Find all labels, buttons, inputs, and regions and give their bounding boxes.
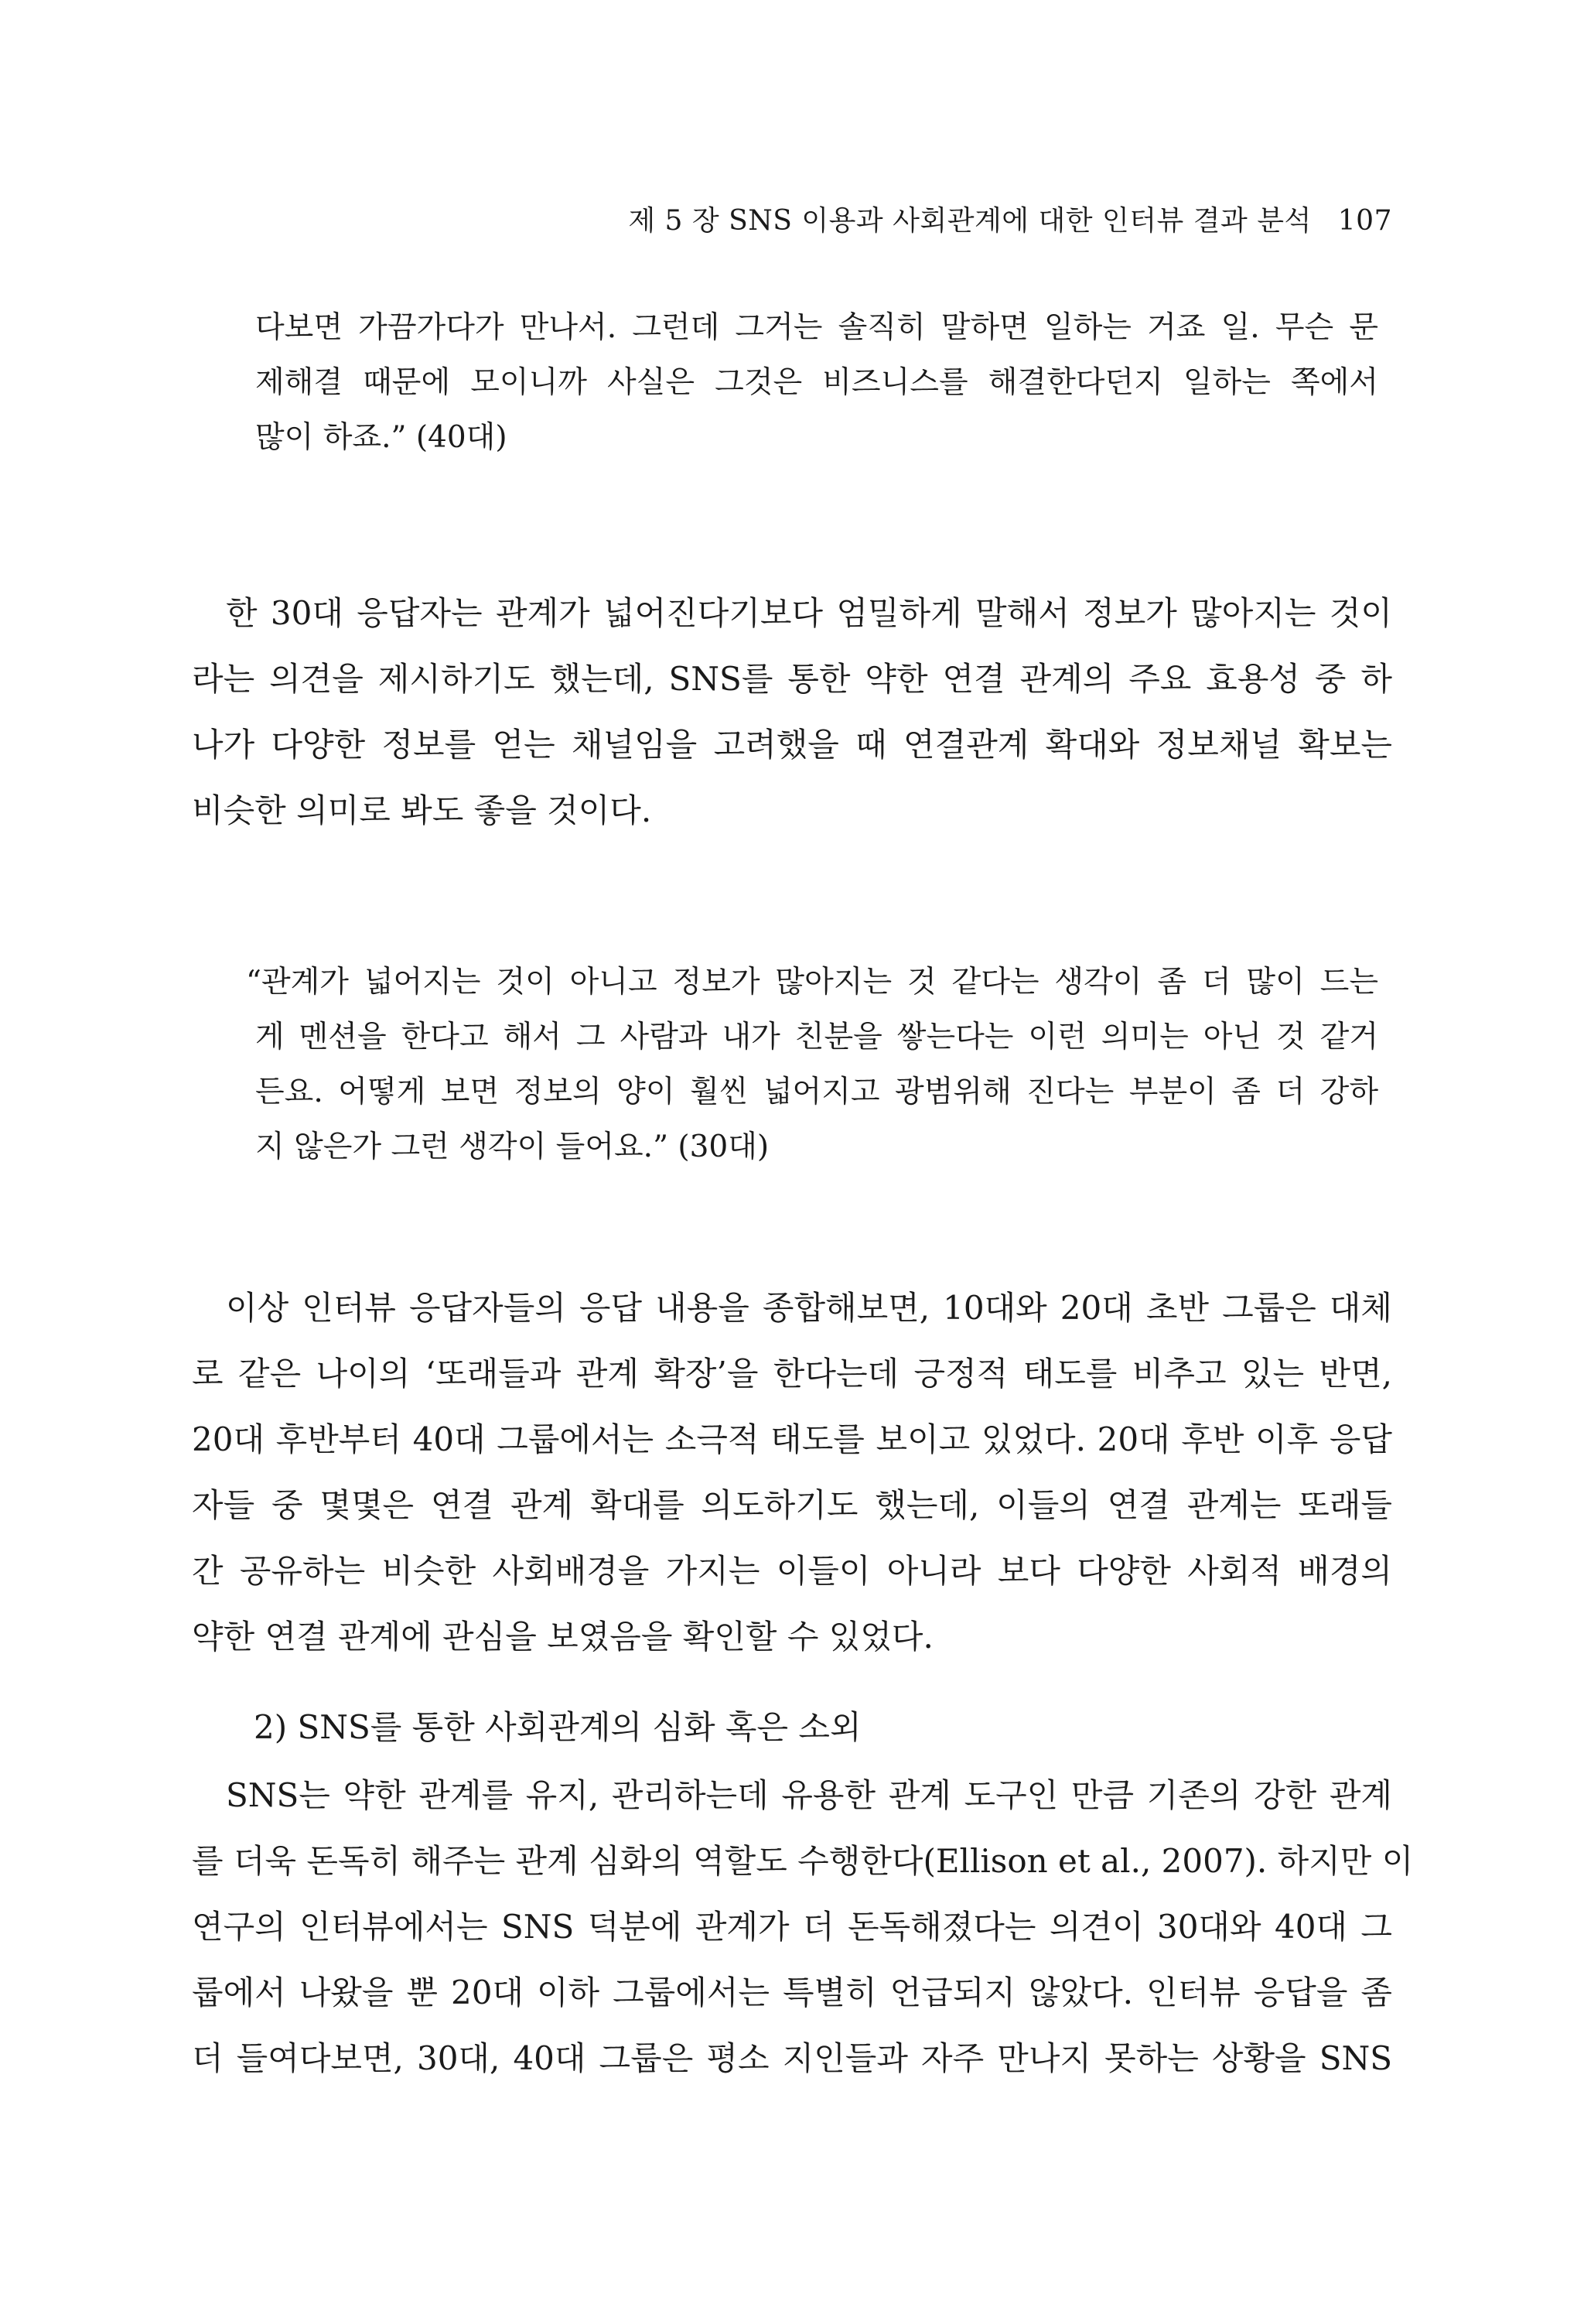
paragraph-line: 약한 연결 관계에 관심을 보였음을 확인할 수 있었다. bbox=[192, 1618, 934, 1656]
paragraph-line: 더 들여다보면, 30대, 40대 그룹은 평소 지인들과 자주 만나지 못하는 상황을 SNS bbox=[192, 2039, 1392, 2077]
quote-line: 제해결 때문에 모이니까 사실은 그것은 비즈니스를 해결한다던지 일하는 쪽에서 bbox=[255, 365, 1378, 400]
paragraph-line: 한 30대 응답자는 관계가 넓어진다기보다 엄밀하게 말해서 정보가 많아지는 것이 bbox=[226, 594, 1392, 632]
quote-line: 많이 하죠.” (40대) bbox=[255, 420, 507, 455]
paragraph-line: 로 같은 나이의 ‘또래들과 관계 확장’을 한다는데 긍정적 태도를 비추고 있는 반면, bbox=[192, 1355, 1392, 1393]
paragraph-line: 이상 인터뷰 응답자들의 응답 내용을 종합해보면, 10대와 20대 초반 그룹은 대체 bbox=[226, 1289, 1392, 1327]
quote-line: 게 멘션을 한다고 해서 그 사람과 내가 친분을 쌓는다는 이런 의미는 아닌 것 같거 bbox=[255, 1020, 1378, 1054]
paragraph-line: 라는 의견을 제시하기도 했는데, SNS를 통한 약한 연결 관계의 주요 효용성 중 하 bbox=[192, 660, 1392, 698]
body-paragraph bbox=[192, 1289, 1392, 1656]
paragraph-line: 룹에서 나왔을 뿐 20대 이하 그룹에서는 특별히 언급되지 않았다. 인터뷰 응답을 좀 bbox=[192, 1974, 1392, 2011]
paragraph-line: 20대 후반부터 40대 그룹에서는 소극적 태도를 보이고 있었다. 20대 후반 이후 응답 bbox=[192, 1420, 1392, 1458]
quote-line: 다보면 가끔가다가 만나서. 그런데 그거는 솔직히 말하면 일하는 거죠 일. 무슨 문 bbox=[255, 310, 1378, 345]
page-number: 107 bbox=[1337, 205, 1392, 237]
paragraph-line: 자들 중 몇몇은 연결 관계 확대를 의도하기도 했는데, 이들의 연결 관계는 또래들 bbox=[192, 1486, 1392, 1524]
paragraph-line: 연구의 인터뷰에서는 SNS 덕분에 관계가 더 돈독해졌다는 의견이 30대와 40대 그 bbox=[192, 1908, 1392, 1946]
section-heading: 2) SNS를 통한 사회관계의 심화 혹은 소외 bbox=[254, 1708, 862, 1746]
paragraph-line: 비슷한 의미로 봐도 좋을 것이다. bbox=[192, 791, 652, 829]
body-paragraph bbox=[192, 594, 1392, 829]
quote-line: 지 않은가 그런 생각이 들어요.” (30대) bbox=[255, 1130, 770, 1164]
paragraph-line: 를 더욱 돈독히 해주는 관계 심화의 역할도 수행한다(Ellison et al., 2007). 하지만 이 bbox=[192, 1842, 1414, 1880]
paragraph-line: 나가 다양한 정보를 얻는 채널임을 고려했을 때 연결관계 확대와 정보채널 확보는 bbox=[192, 726, 1392, 764]
interview-quote-30s bbox=[246, 965, 1378, 1164]
paragraph-line: SNS는 약한 관계를 유지, 관리하는데 유용한 관계 도구인 만큼 기존의 강한 관계 bbox=[226, 1776, 1392, 1814]
quote-line: “관계가 넓어지는 것이 아니고 정보가 많아지는 것 같다는 생각이 좀 더 많이 드는 bbox=[246, 965, 1378, 1000]
running-header bbox=[628, 207, 1392, 235]
paragraph-line: 간 공유하는 비슷한 사회배경을 가지는 이들이 아니라 보다 다양한 사회적 배경의 bbox=[192, 1552, 1392, 1590]
quote-line: 든요. 어떻게 보면 정보의 양이 훨씬 넓어지고 광범위해 진다는 부분이 좀 더 강하 bbox=[255, 1075, 1378, 1109]
interview-quote-40s bbox=[255, 310, 1378, 455]
body-paragraph bbox=[192, 1776, 1414, 2077]
chapter-title: 제 5 장 SNS 이용과 사회관계에 대한 인터뷰 결과 분석 bbox=[628, 205, 1312, 237]
